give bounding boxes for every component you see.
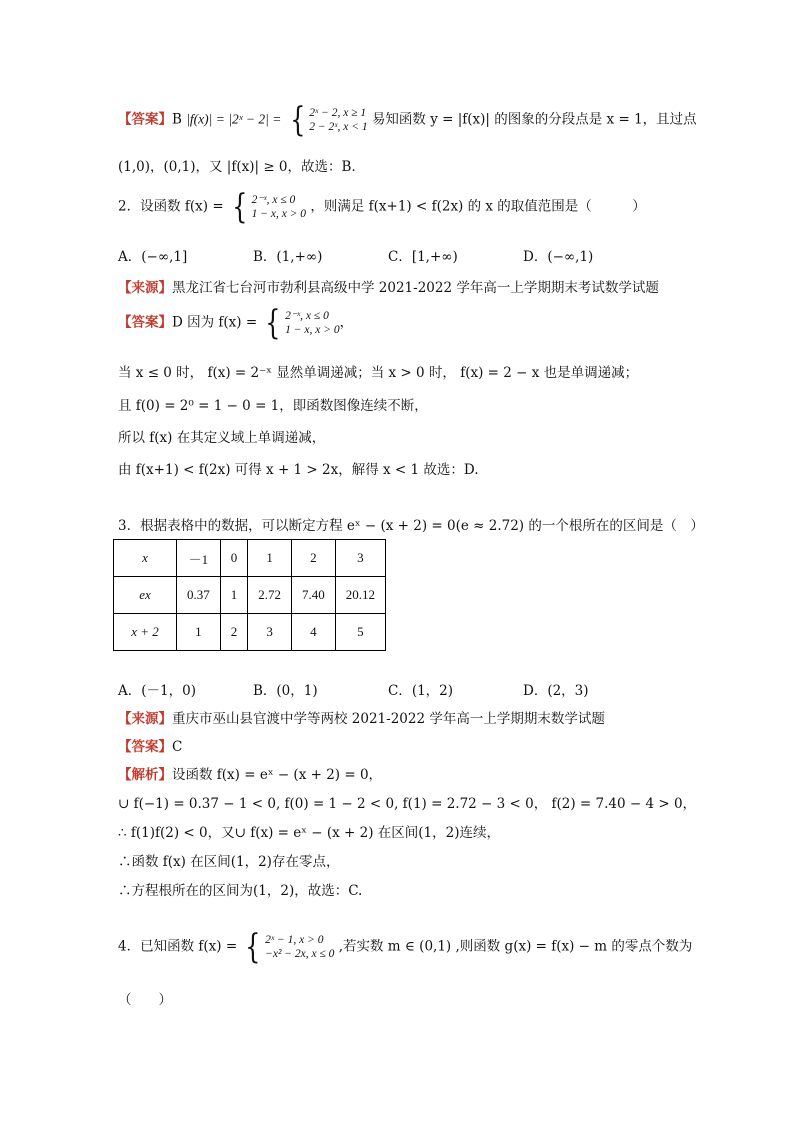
answer-tag: 【答案】 <box>118 314 172 331</box>
answer-text: (1,0)，(0,1)，又 |f(x)| ≥ 0，故选：B． <box>118 159 365 175</box>
table-cell: 2.72 <box>248 577 292 614</box>
q3-line-2: ∴ f(1)f(2) < 0，又∪ f(x) = eˣ − (x + 2) 在区间(1，2)连续， <box>118 825 500 841</box>
option-d[interactable]: D．(−∞,1) <box>523 249 594 265</box>
table-cell: x + 2 <box>114 614 177 651</box>
q3-options <box>118 679 658 699</box>
cases <box>285 309 339 337</box>
q1-answer-line-2 <box>118 155 365 175</box>
q2-stem <box>118 187 646 227</box>
stem-text: 4．已知函数 f(x) = <box>118 938 238 955</box>
table-row <box>114 577 386 614</box>
q3-line-3: ∴函数 f(x) 在区间(1，2)存在零点， <box>118 854 340 870</box>
q2-line-4: 由 f(x+1) < f(2x) 可得 x + 1 > 2x，解得 x < 1 故选：D. <box>118 462 479 478</box>
piecewise-function <box>261 303 340 343</box>
q4-paren: （ ） <box>118 992 172 1008</box>
analysis-tag: 【解析】 <box>118 767 172 783</box>
q2-line-1: 当 x ≤ 0 时， f(x) = 2⁻ˣ 显然单调递减；当 x > 0 时， f(x) = 2 − x 也是单调递减； <box>118 365 639 381</box>
table-cell: 3 <box>335 540 385 577</box>
answer-tag: 【答案】 <box>118 111 172 128</box>
table-cell: 0.37 <box>177 577 221 614</box>
case-b: 1 − x, x > 0 <box>251 208 307 220</box>
answer-tag: 【答案】 <box>118 739 172 755</box>
stem-text: ，则满足 f(x+1) < f(2x) 的 x 的取值范围是（ ） <box>310 198 646 215</box>
case-b: 2 − 2ˣ, x < 1 <box>309 121 368 133</box>
brace-icon: { <box>245 927 261 967</box>
answer-text: C <box>172 739 183 755</box>
table-cell: 2 <box>220 614 248 651</box>
option-a[interactable]: A．(−∞,1] <box>118 249 188 265</box>
option-a[interactable]: A．(－1，0) <box>118 683 196 699</box>
source-tag: 【来源】 <box>118 711 172 727</box>
analysis-text: 设函数 f(x) = eˣ − (x + 2) = 0， <box>172 767 383 783</box>
q2-options <box>118 245 658 265</box>
cases <box>309 106 367 134</box>
answer-lead: B <box>172 111 182 128</box>
table-cell: 7.40 <box>292 577 336 614</box>
piecewise-function <box>228 187 307 227</box>
case-a: 2⁻ˣ, x ≤ 0 <box>251 194 296 206</box>
brace-icon: { <box>232 187 248 227</box>
option-d[interactable]: D．(2，3) <box>523 683 589 699</box>
table-cell: 1 <box>177 614 221 651</box>
q3-line-4: ∴方程根所在的区间为(1，2)，故选：C. <box>118 883 363 899</box>
stem-text: 2．设函数 f(x) = <box>118 198 224 215</box>
brace-icon: { <box>265 303 281 343</box>
piecewise-function <box>286 100 368 140</box>
option-c[interactable]: C．(1，2) <box>388 683 454 699</box>
source-tag: 【来源】 <box>118 280 172 296</box>
cases <box>252 193 306 221</box>
source-text: 黑龙江省七台河市勃利县高级中学 2021-2022 学年高一上学期期末考试数学试题 <box>172 280 659 296</box>
case-a: 2ˣ − 2, x ≥ 1 <box>309 107 367 119</box>
brace-icon: { <box>289 100 306 140</box>
stem-text: ,若实数 m ∈ (0,1) ,则函数 g(x) = f(x) − m 的零点个数为 <box>338 938 693 955</box>
case-b: −x² − 2x, x ≤ 0 <box>265 948 335 960</box>
answer-text: 易知函数 y = |f(x)| 的图象的分段点是 x = 1，且过点 <box>371 111 697 128</box>
abs-expression: |f(x)| = |2ˣ − 2| = <box>186 111 282 127</box>
piecewise-function <box>241 927 335 967</box>
table-cell: 5 <box>335 614 385 651</box>
source-text: 重庆市巫山县官渡中学等两校 2021-2022 学年高一上学期期末数学试题 <box>172 711 605 727</box>
case-a: 2⁻ˣ, x ≤ 0 <box>285 310 329 322</box>
q3-source <box>118 707 605 727</box>
answer-lead: D 因为 f(x) = <box>172 314 258 331</box>
option-b[interactable]: B．(0，1) <box>253 683 318 699</box>
q3-stem: 3．根据表格中的数据，可以断定方程 eˣ − (x + 2) = 0(e ≈ 2.72) 的一个根所在的区间是（ ） <box>118 518 704 534</box>
data-table <box>113 539 386 651</box>
q2-answer <box>118 303 354 343</box>
table-cell: ex <box>114 577 177 614</box>
table-cell: 4 <box>292 614 336 651</box>
q3-line-1: ∪ f(−1) = 0.37 − 1 < 0, f(0) = 1 − 2 < 0, f(1) = 2.72 − 3 < 0， f(2) = 7.40 − 4 > 0， <box>118 796 697 812</box>
table-cell: 20.12 <box>335 577 385 614</box>
table-cell: －1 <box>177 540 221 577</box>
cases <box>265 933 334 961</box>
table-cell: 3 <box>248 614 292 651</box>
case-a: 2ˣ − 1, x > 0 <box>265 934 324 946</box>
case-b: 1 − x, x > 0 <box>285 324 340 336</box>
table-cell: 2 <box>292 540 336 577</box>
q1-answer-line <box>118 100 697 140</box>
option-c[interactable]: C．[1,+∞) <box>388 249 458 265</box>
table-row <box>114 540 386 577</box>
q4-stem <box>118 927 693 967</box>
q2-line-3: 所以 f(x) 在其定义域上单调递减， <box>118 430 326 446</box>
table-row <box>114 614 386 651</box>
answer-end: ， <box>339 314 354 331</box>
q2-line-2: 且 f(0) = 2⁰ = 1 − 0 = 1，即函数图像连续不断， <box>118 398 428 414</box>
option-b[interactable]: B．(1,+∞) <box>253 249 323 265</box>
table-cell: 1 <box>248 540 292 577</box>
q3-analysis <box>118 763 382 783</box>
table-cell: x <box>114 540 177 577</box>
q3-answer <box>118 735 182 755</box>
q2-source <box>118 276 659 296</box>
table-cell: 1 <box>220 577 248 614</box>
table-cell: 0 <box>220 540 248 577</box>
